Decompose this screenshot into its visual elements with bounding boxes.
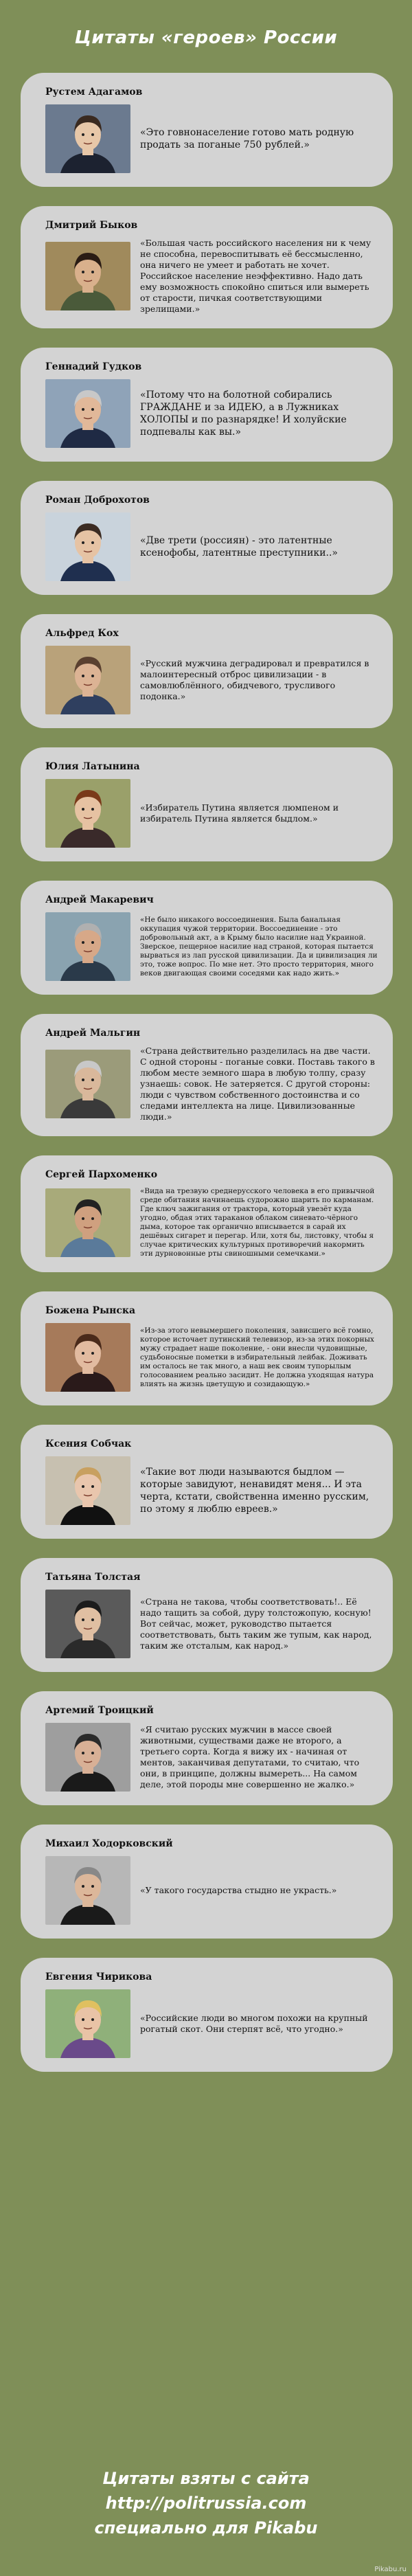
person-photo <box>45 1723 130 1792</box>
person-quote: «Не было никакого воссоединения. Была банальная оккупация чужой территории. Воссоединение - это добровольный акт, а в Крыму было насилие над Украиной. Зверское, пещерное насилие над страной, которая пытается вырваться из лап русской цивилизации. Да и цивилизация ли это, тоже вопрос. По мне нет. Это просто территория, много веков двигающая своими соседями как надо жить.» <box>140 915 378 978</box>
person-photo <box>45 1456 130 1525</box>
quote-body <box>45 1187 378 1258</box>
person-quote: «Две трети (россиян) - это латентные ксенофобы, латентные преступники..» <box>140 535 338 558</box>
person-quote: «Российские люди во многом похожи на крупный рогатый скот. Они стерпят всё, что угодно.» <box>140 2013 368 2034</box>
page-title: Цитаты «героев» России <box>74 27 338 48</box>
quote-body <box>45 1046 378 1122</box>
quote-body <box>45 238 378 315</box>
person-photo <box>45 1590 130 1658</box>
person-photo <box>45 512 130 581</box>
quote-list <box>0 73 412 2091</box>
quote-card <box>21 206 393 328</box>
quote-card <box>21 881 393 995</box>
person-name: Сергей Пархоменко <box>45 1169 158 1180</box>
person-name: Роман Доброхотов <box>45 495 150 506</box>
person-photo <box>45 242 130 310</box>
person-photo <box>45 1188 130 1257</box>
person-quote: «Большая часть российского населения ни к чему не способна, перевоспитывать её бессмысленно, она ничего не умеет и работать не хочет. Российское население неэффективно. Надо дать ему возможность спокойно спиться или вымереть от старости, пичкая соответствующими зрелищами.» <box>140 238 371 314</box>
person-name: Евгения Чирикова <box>45 1971 152 1982</box>
person-name: Дмитрий Быков <box>45 220 138 231</box>
quote-card <box>21 1958 393 2072</box>
quote-card <box>21 348 393 462</box>
page-header <box>0 0 412 62</box>
person-quote: «Потому что на болотной собирались ГРАЖДАНЕ и за ИДЕЮ, а в Лужниках ХОЛОПЫ и по разнарядке! И холуйские подпевалы как вы.» <box>140 389 347 438</box>
person-name: Артемий Троицкий <box>45 1705 154 1716</box>
person-quote: «Русский мужчина деградировал и превратился в малоинтересный отброс цивилизации - в самовлюблённого, обидчевого, трусливого подонка.» <box>140 658 369 701</box>
person-quote: «Страна не такова, чтобы соответствовать!.. Её надо тащить за собой, дуру толстожопую, косную! Вот сейчас, может, руководство пытается соответствовать, быть таким же тупым, как народ, таким же отсталым, как народ.» <box>140 1596 372 1651</box>
quote-card <box>21 1425 393 1539</box>
person-quote: «Это говнонаселение готово мать родную продать за поганые 750 рублей.» <box>140 127 354 150</box>
quote-card <box>21 1155 393 1272</box>
watermark: Pikabu.ru <box>374 2566 407 2573</box>
person-photo <box>45 779 130 848</box>
person-quote: «Вида на трезвую среднерусского человека в его привычной среде обитания начинаешь судорожно шарить по карманам. Где ключ зажигания от трактора, который увезёт куда угодно, обдая этих тараканов облаком синевато-чёрного дыма, которое так органично вписывается в сарай их дешёвых сигарет и перегар. Или, хотя бы, листовку, чтобы я случае критических культурных противоречий накормить эти дурновонные рты свиношными семечками.» <box>140 1187 375 1258</box>
person-quote: «Из-за этого невымершего поколения, зависшего всё гомно, которое источает путинский телевизор, из-за этих покорных мужу страдает наше поколение, - они внесли чудовищные, судьбоносные пометки в избирательный лейбак. Доживать им осталось не так много, а наш век своим тупорылым голосованием реально засидит. Не должна уходящая натура влиять на жизнь цветущую и созидающую.» <box>140 1326 374 1388</box>
quote-body <box>45 104 378 173</box>
quote-card <box>21 73 393 187</box>
footer-credit: специально для Pikabu <box>94 2518 318 2538</box>
quote-body <box>45 912 378 981</box>
person-name: Михаил Ходорковский <box>45 1838 173 1849</box>
person-name: Татьяна Толстая <box>45 1572 141 1583</box>
person-photo <box>45 1050 130 1118</box>
person-photo <box>45 646 130 714</box>
quote-card <box>21 481 393 595</box>
quote-card <box>21 1558 393 1672</box>
quote-body <box>45 1989 378 2058</box>
person-photo <box>45 912 130 981</box>
person-quote: «Я считаю русских мужчин в массе своей животными, существами даже не второго, а третьего сорта. Когда я вижу их - начиная от ментов, заканчивая депутатами, то считаю, что они, в принципе, должны вымереть... На самом деле, этой породы мне совершенно не жалко.» <box>140 1724 360 1789</box>
quote-body <box>45 779 378 848</box>
person-name: Божена Рынска <box>45 1305 136 1316</box>
person-quote: «Избиратель Путина является люмпеном и избиратель Путина является быдлом.» <box>140 802 339 824</box>
quote-card <box>21 1691 393 1805</box>
quote-body <box>45 512 378 581</box>
footer-source-label: Цитаты взяты с сайта <box>102 2469 310 2488</box>
quote-body <box>45 1590 378 1658</box>
person-name: Альфред Кох <box>45 628 119 639</box>
person-photo <box>45 1323 130 1392</box>
page-footer <box>0 2466 412 2540</box>
person-name: Юлия Латынина <box>45 761 140 772</box>
footer-source-link[interactable]: http://politrussia.com <box>105 2494 307 2513</box>
person-quote: «Такие вот люди называются быдлом — которые завидуют, ненавидят меня... И эта черта, кстати, свойственна именно русским, по этому я люблю евреев.» <box>140 1467 369 1515</box>
quote-card <box>21 1824 393 1939</box>
quote-body <box>45 1856 378 1925</box>
person-photo <box>45 104 130 173</box>
quote-card <box>21 1291 393 1405</box>
quote-body <box>45 1323 378 1392</box>
quote-body <box>45 1723 378 1792</box>
quote-body <box>45 1456 378 1525</box>
person-quote: «Страна действительно разделилась на две части. С одной стороны - поганые совки. Поставь такого в любом месте земного шара в любую толпу, сразу узнаешь: совок. Не затеряется. С другой стороны: люди с чувством собственного достоинства и со следами интеллекта на лице. Цивилизованные люди.» <box>140 1046 375 1122</box>
person-name: Ксения Собчак <box>45 1438 132 1449</box>
person-photo <box>45 1989 130 2058</box>
person-photo <box>45 1856 130 1925</box>
person-photo <box>45 379 130 448</box>
quote-card <box>21 1014 393 1136</box>
quote-body <box>45 379 378 448</box>
person-name: Геннадий Гудков <box>45 361 142 372</box>
person-name: Андрей Мальгин <box>45 1028 141 1039</box>
quote-card <box>21 747 393 861</box>
person-quote: «У такого государства стыдно не украсть.» <box>140 1885 337 1895</box>
quote-body <box>45 646 378 714</box>
person-name: Андрей Макаревич <box>45 894 154 905</box>
person-name: Рустем Адагамов <box>45 87 143 98</box>
quote-card <box>21 614 393 728</box>
